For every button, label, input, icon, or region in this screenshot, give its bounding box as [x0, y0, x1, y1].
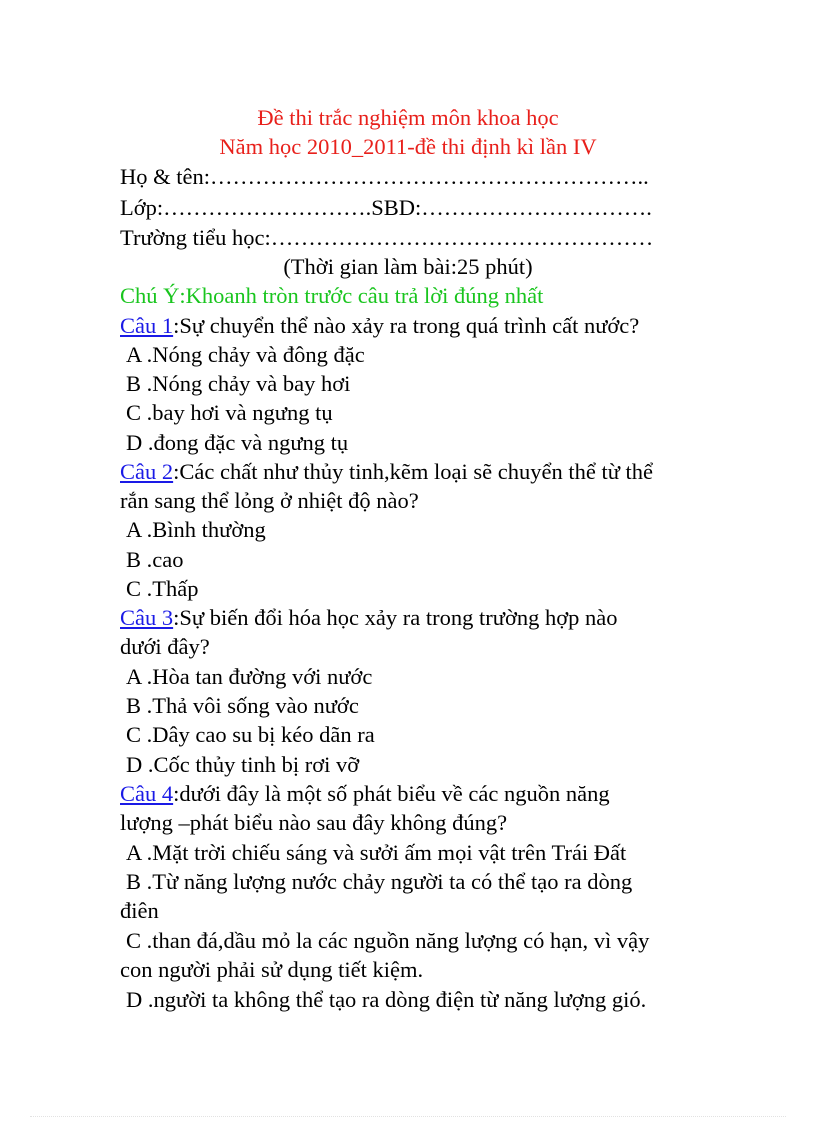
question-4-text-line-1: :dưới đây là một số phát biểu về các nguồn năng	[173, 781, 610, 806]
sbd-field: .SBD:………………………….	[365, 195, 652, 220]
question-1-label[interactable]: Câu 1	[120, 313, 174, 338]
q2-option-c: C .Thấp	[126, 576, 199, 601]
question-3	[120, 603, 617, 632]
q1-option-a: A .Nóng chảy và đông đặc	[126, 342, 365, 367]
q3-option-d: D .Cốc thủy tinh bị rơi vỡ	[126, 752, 360, 777]
question-3-text-line-2: dưới đây?	[120, 634, 210, 659]
name-field: Họ & tên:…………………………………………………..	[120, 164, 649, 189]
question-1	[120, 311, 639, 340]
q4-option-d: D .người ta không thể tạo ra dòng điện từ năng lượng gió.	[126, 987, 647, 1012]
page-bottom-divider	[30, 1116, 786, 1117]
question-4-text-line-2: lượng –phát biểu nào sau đây không đúng?	[120, 810, 508, 835]
class-field: Lớp:………………………	[120, 195, 366, 220]
q1-option-b: B .Nóng chảy và bay hơi	[126, 371, 351, 396]
instruction-note: Chú Ý:Khoanh tròn trước câu trả lời đúng nhất	[120, 283, 544, 308]
q3-option-b: B .Thả vôi sống vào nước	[126, 693, 359, 718]
question-4	[120, 779, 610, 808]
q4-option-c-continued: con người phải sử dụng tiết kiệm.	[120, 957, 424, 982]
question-3-label[interactable]: Câu 3	[120, 605, 174, 630]
exam-title: Đề thi trắc nghiệm môn khoa học	[257, 105, 559, 130]
q1-option-d: D .đong đặc và ngưng tụ	[126, 430, 349, 455]
q3-option-a: A .Hòa tan đường với nước	[126, 664, 373, 689]
q4-option-c: C .than đá,dầu mỏ la các nguồn năng lượng có hạn, vì vậy	[126, 928, 650, 953]
question-4-label[interactable]: Câu 4	[120, 781, 174, 806]
q1-option-c: C .bay hơi và ngưng tụ	[126, 400, 333, 425]
q4-option-b: B .Từ năng lượng nước chảy người ta có thể tạo ra dòng	[126, 869, 633, 894]
question-3-text-line-1: :Sự biến đổi hóa học xảy ra trong trường hợp nào	[173, 605, 618, 630]
question-2-text-line-1: :Các chất như thủy tinh,kẽm loại sẽ chuyển thể từ thể	[173, 459, 654, 484]
q3-option-c: C .Dây cao su bị kéo dãn ra	[126, 722, 375, 747]
school-field: Trường tiểu học:……………………………………………	[120, 225, 654, 250]
q2-option-a: A .Bình thường	[126, 517, 266, 542]
question-2-label[interactable]: Câu 2	[120, 459, 174, 484]
question-2	[120, 457, 653, 486]
q4-option-b-continued: điên	[120, 898, 159, 923]
class-sbd-field	[120, 193, 652, 222]
time-limit: (Thời gian làm bài:25 phút)	[283, 254, 533, 279]
exam-subtitle: Năm học 2010_2011-đề thi định kì lần IV	[219, 134, 597, 159]
q2-option-b: B .cao	[126, 547, 184, 572]
question-1-text: :Sự chuyển thể nào xảy ra trong quá trình cất nước?	[173, 313, 640, 338]
question-2-text-line-2: rắn sang thể lỏng ở nhiệt độ nào?	[120, 488, 419, 513]
q4-option-a: A .Mặt trời chiếu sáng và sưởi ấm mọi vật trên Trái Đất	[126, 840, 627, 865]
